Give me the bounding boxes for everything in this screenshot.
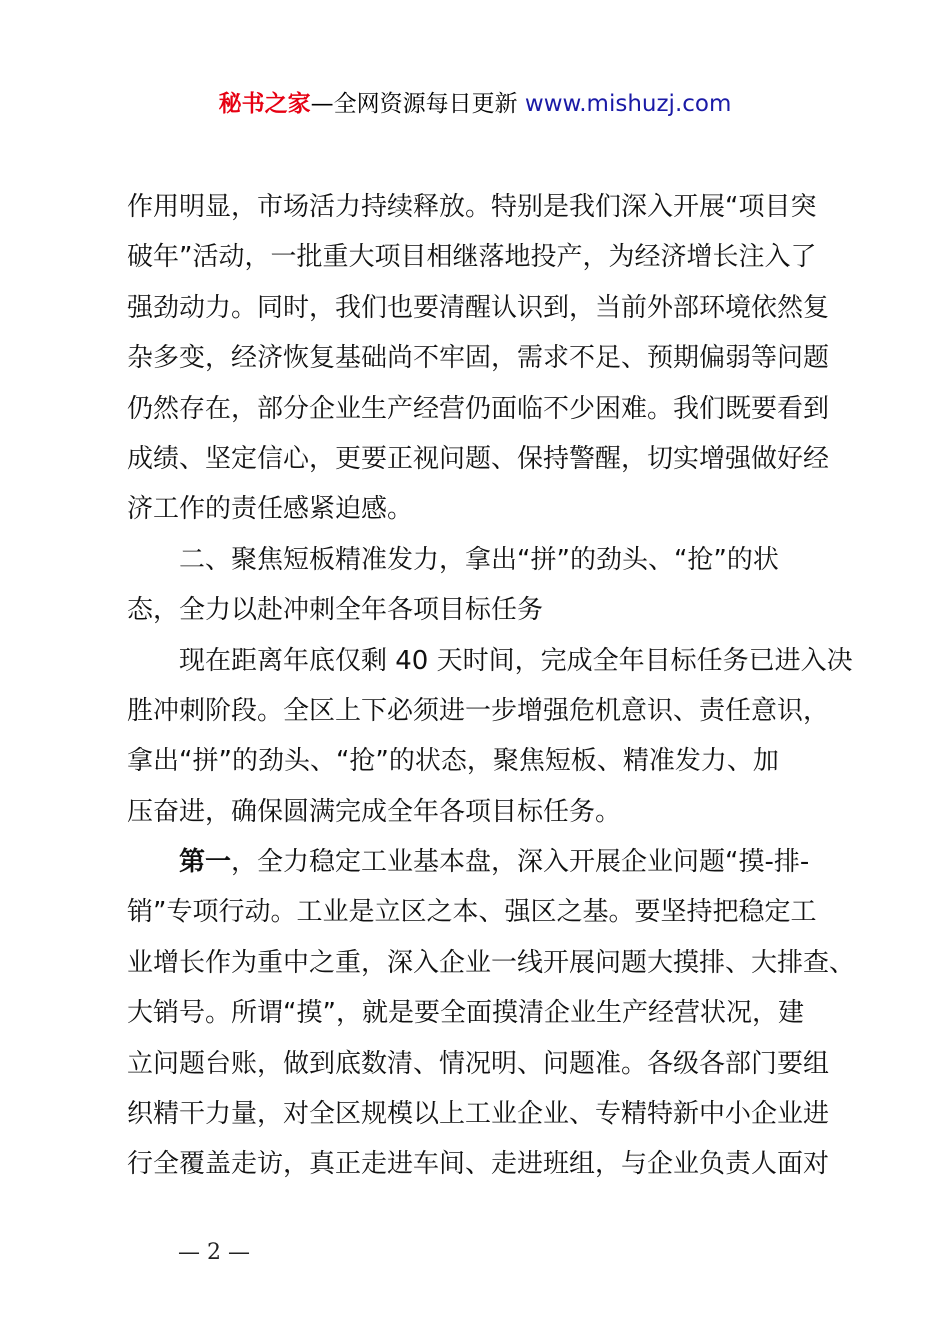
text-line: 织精干力量，对全区规模以上工业企业、专精特新中小企业进 xyxy=(127,1099,830,1130)
brand-name: 秘书之家 xyxy=(218,91,311,117)
document-body xyxy=(127,182,856,1190)
text-line: 立问题台账，做到底数清、情况明、问题准。各级各部门要组 xyxy=(127,1048,830,1079)
text-line: 成绩、坚定信心，更要正视问题、保持警醒，切实增强做好经 xyxy=(127,443,830,474)
text-line: 拿出“拼”的劲头、“抢”的状态，聚焦短板、精准发力、加 xyxy=(127,746,779,777)
text-line: 销”专项行动。工业是立区之本、强区之基。要坚持把稳定工 xyxy=(127,897,817,928)
page-number: — 2 — xyxy=(178,1240,250,1265)
text-line: 现在距离年底仅剩 40 天时间，完成全年目标任务已进入决 xyxy=(179,645,853,676)
text-line: 大销号。所谓“摸”，就是要全面摸清企业生产经营状况，建 xyxy=(127,998,804,1029)
point-text: ，全力稳定工业基本盘，深入开展企业问题“摸-排- xyxy=(231,847,810,878)
text-line: 济工作的责任感紧迫感。 xyxy=(127,494,414,525)
text-line: 仍然存在，部分企业生产经营仍面临不少困难。我们既要看到 xyxy=(127,393,830,424)
text-line: 压奋进，确保圆满完成全年各项目标任务。 xyxy=(127,796,622,827)
text-line: 强劲动力。同时，我们也要清醒认识到，当前外部环境依然复 xyxy=(127,292,830,323)
text-line: 杂多变，经济恢复基础尚不牢固，需求不足、预期偏弱等问题 xyxy=(127,343,830,374)
point-label: 第一 xyxy=(179,847,232,878)
section-heading-line: 态，全力以赴冲刺全年各项目标任务 xyxy=(127,595,544,626)
text-line: 行全覆盖走访，真正走进车间、走进班组，与企业负责人面对 xyxy=(127,1149,830,1180)
header-slogan: —全网资源每日更新 xyxy=(310,91,518,117)
text-line xyxy=(127,837,842,887)
site-header xyxy=(0,88,950,120)
text-line: 胜冲刺阶段。全区上下必须进一步增强危机意识、责任意识， xyxy=(127,695,830,726)
site-url-link[interactable]: www.mishuzj.com xyxy=(524,91,732,117)
text-line: 业增长作为重中之重，深入企业一线开展问题大摸排、大排查、 xyxy=(127,947,856,978)
text-line: 作用明显，市场活力持续释放。特别是我们深入开展“项目突 xyxy=(127,192,817,222)
text-line: 破年”活动，一批重大项目相继落地投产，为经济增长注入了 xyxy=(127,242,817,273)
section-heading-line: 二、聚焦短板精准发力，拿出“拼”的劲头、“抢”的状 xyxy=(179,544,779,575)
